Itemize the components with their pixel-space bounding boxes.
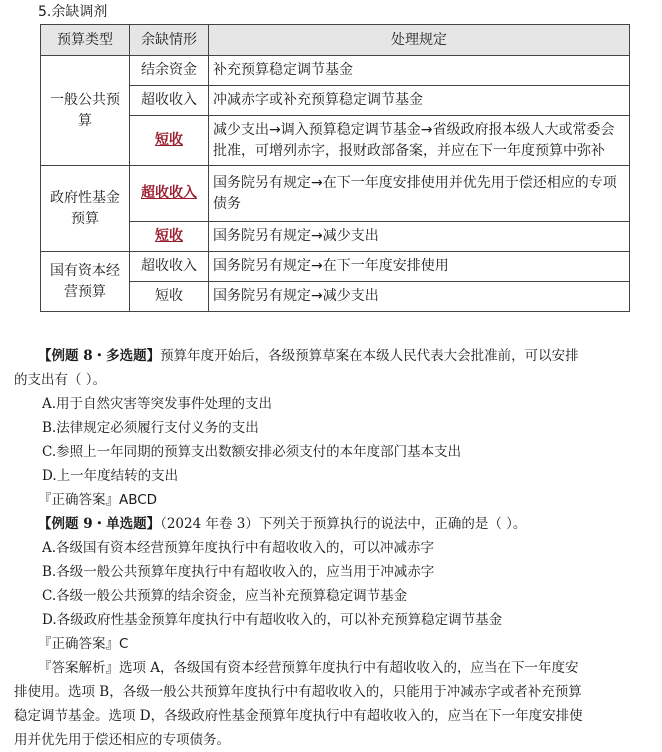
surplus-deficit-table (40, 24, 630, 312)
answer-value: ABCD (119, 492, 158, 508)
situation-cell: 超收收入 (130, 252, 209, 282)
rule-cell: 国务院另有规定→在下一年度安排使用并优先用于偿还相应的专项债务 (209, 166, 630, 222)
explanation-line: 用并优先用于偿还相应的专项债务。 (14, 732, 230, 748)
situation-cell: 结余资金 (130, 56, 209, 86)
header-rule: 处理规定 (209, 25, 630, 56)
example-8-title: 【例题 8・多选题】 (38, 348, 161, 364)
table-row (41, 166, 630, 222)
table-header-row (41, 25, 630, 56)
option-b: B.各级一般公共预算年度执行中有超收收入的，应当用于冲减赤字 (42, 564, 435, 580)
answer-label: 『正确答案』 (38, 492, 119, 508)
table-row (41, 116, 630, 166)
table-row (41, 252, 630, 282)
rule-cell: 国务院另有规定→在下一年度安排使用 (209, 252, 630, 282)
highlight-situation: 超收收入 (141, 185, 197, 201)
highlight-situation: 短收 (155, 132, 183, 148)
rule-cell: 国务院另有规定→减少支出 (209, 282, 630, 312)
budget-type-state-capital: 国有资本经营预算 (41, 252, 130, 312)
situation-cell (130, 222, 209, 252)
option-b: B.法律规定必须履行支付义务的支出 (42, 420, 259, 436)
option-d: D.上一年度结转的支出 (42, 468, 179, 484)
header-situation: 余缺情形 (130, 25, 209, 56)
rule-cell: 补充预算稳定调节基金 (209, 56, 630, 86)
section-title: 5.余缺调剂 (38, 4, 108, 20)
example-9 (14, 512, 654, 752)
table-row (41, 56, 630, 86)
highlight-situation: 短收 (155, 228, 183, 244)
option-a: A.用于自然灾害等突发事件处理的支出 (42, 396, 273, 412)
option-c: C.参照上一年同期的预算支出数额安排必须支付的本年度部门基本支出 (42, 444, 462, 460)
rule-cell: 国务院另有规定→减少支出 (209, 222, 630, 252)
example-9-stem: （2024 年卷 3）下列关于预算执行的说法中，正确的是（ ）。 (160, 516, 527, 532)
budget-type-fund: 政府性基金预算 (41, 166, 130, 252)
header-budget-type: 预算类型 (41, 25, 130, 56)
rule-cell: 冲减赤字或补充预算稳定调节基金 (209, 86, 630, 116)
example-9-title: 【例题 9・单选题】 (38, 516, 161, 532)
situation-cell: 短收 (130, 282, 209, 312)
budget-type-general: 一般公共预算 (41, 56, 130, 166)
situation-cell (130, 116, 209, 166)
explanation-line: 稳定调节基金。选项 D，各级政府性基金预算年度执行中有超收收入的，应当在下一年度安排使 (14, 708, 583, 724)
situation-cell (130, 166, 209, 222)
table-row (41, 222, 630, 252)
answer-value: C (119, 636, 129, 652)
table-row (41, 86, 630, 116)
rule-cell: 减少支出→调入预算稳定调节基金→省级政府报本级人大或常委会批准，可增列赤字，报财政部备案，并应在下一年度预算中弥补 (209, 116, 630, 166)
example-8 (14, 344, 654, 512)
option-c: C.各级一般公共预算的结余资金，应当补充预算稳定调节基金 (42, 588, 408, 604)
option-a: A.各级国有资本经营预算年度执行中有超收收入的，可以冲减赤字 (42, 540, 435, 556)
explanation-label: 『答案解析』 (38, 660, 119, 676)
situation-cell: 超收收入 (130, 86, 209, 116)
answer-label: 『正确答案』 (38, 636, 119, 652)
table-row (41, 282, 630, 312)
explanation-line: 选项 A，各级国有资本经营预算年度执行中有超收收入的，应当在下一年度安 (119, 660, 579, 676)
option-d: D.各级政府性基金预算年度执行中有超收收入的，可以补充预算稳定调节基金 (42, 612, 503, 628)
explanation-line: 排使用。选项 B，各级一般公共预算年度执行中有超收收入的，只能用于冲减赤字或者补充预算 (14, 684, 582, 700)
example-8-stem-cont: 的支出有（ ）。 (14, 372, 107, 388)
example-8-stem: 预算年度开始后，各级预算草案在本级人民代表大会批准前，可以安排 (160, 348, 579, 364)
